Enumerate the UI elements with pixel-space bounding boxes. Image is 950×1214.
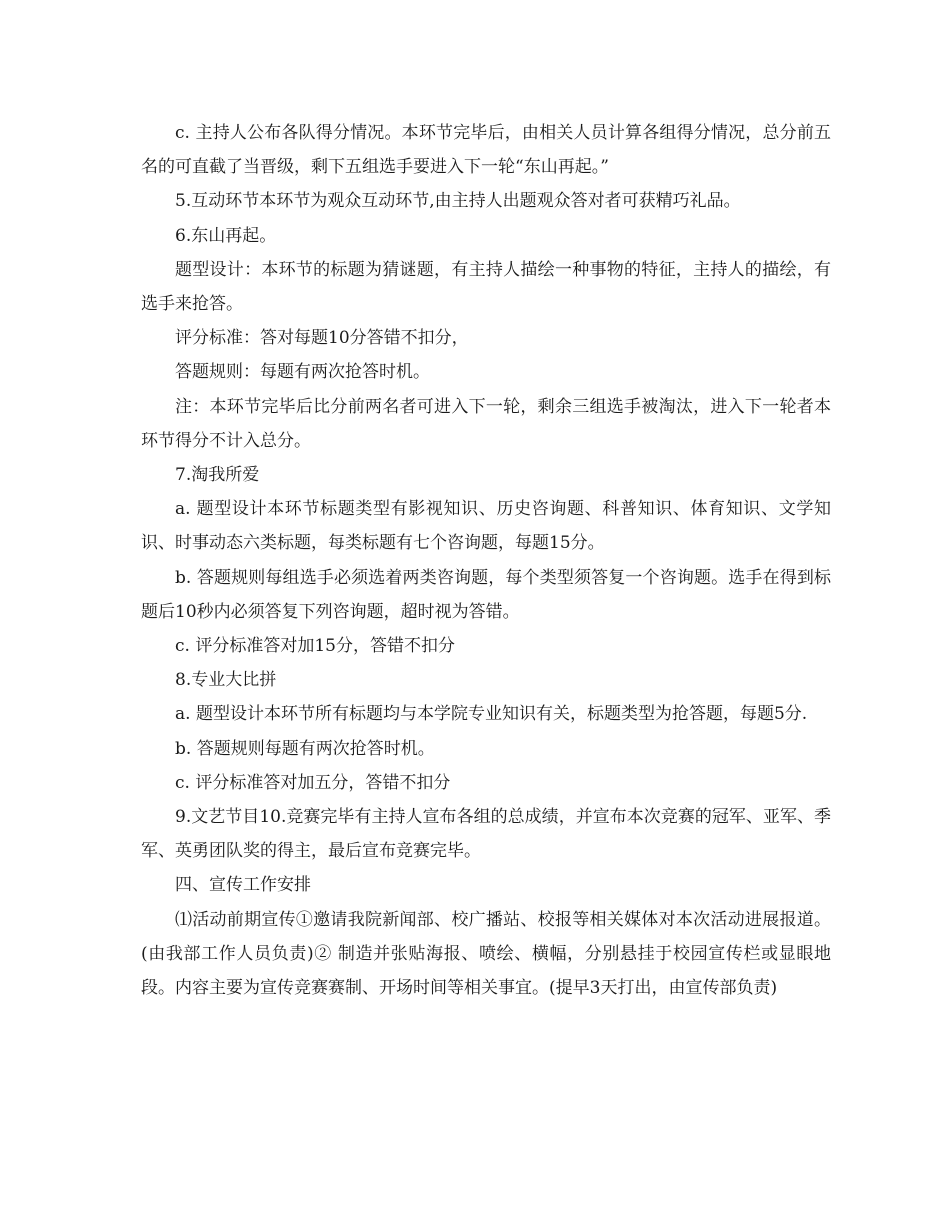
paragraph-professional-scoring: c. 评分标准答对加五分，答错不扣分 bbox=[175, 772, 451, 793]
paragraph-professional-design: a. 题型设计本环节所有标题均与本学院专业知识有关，标题类型为抢答题，每题5分. bbox=[175, 704, 808, 725]
heading-my-favorite-round: 7.淘我所爱 bbox=[175, 465, 260, 486]
paragraph-scoring-announcement: c. 主持人公布各队得分情况。本环节完毕后，由相关人员计算各组得分情况，总分前五名的可直截了当晋级，剩下五组选手要进入下一轮“东山再起。” bbox=[141, 123, 831, 178]
paragraph-favorite-scoring: c. 评分标准答对加15分，答错不扣分 bbox=[175, 636, 455, 657]
paragraph-note: 注：本环节完毕后比分前两名者可进入下一轮，剩余三组选手被淘汰，进入下一轮者本环节得分不计入总分。 bbox=[141, 396, 831, 451]
paragraph-closing-ceremony: 9.文艺节目10.竞赛完毕有主持人宣布各组的总成绩，并宣布本次竞赛的冠军、亚军、季军、英勇团队奖的得主，最后宣布竞赛完毕。 bbox=[141, 807, 831, 862]
paragraph-favorite-rules: b. 答题规则每组选手必须选着两类咨询题，每个类型须答复一个咨询题。选手在得到标题后10秒内必须答复下列咨询题，超时视为答错。 bbox=[141, 567, 831, 622]
paragraph-question-design: 题型设计：本环节的标题为猜谜题，有主持人描绘一种事物的特征，主持人的描绘，有选手来抢答。 bbox=[141, 259, 831, 315]
paragraph-interactive-segment: 5.互动环节本环节为观众互动环节,由主持人出题观众答对者可获精巧礼品。 bbox=[175, 191, 741, 212]
paragraph-answer-rules: 答题规则：每题有两次抢答时机。 bbox=[175, 362, 430, 383]
heading-professional-round: 8.专业大比拼 bbox=[175, 670, 277, 691]
paragraph-scoring-standard: 评分标准：答对每题10分答错不扣分， bbox=[175, 328, 469, 349]
paragraph-favorite-design: a. 题型设计本环节标题类型有影视知识、历史咨询题、科普知识、体育知识、文学知识、时事动态六类标题，每类标题有七个咨询题，每题15分。 bbox=[141, 499, 831, 554]
heading-comeback-round: 6.东山再起。 bbox=[175, 225, 277, 246]
heading-publicity-arrangement: 四、宣传工作安排 bbox=[175, 875, 311, 896]
paragraph-professional-rules: b. 答题规则每题有两次抢答时机。 bbox=[175, 738, 435, 759]
paragraph-publicity-details: ⑴活动前期宣传①邀请我院新闻部、校广播站、校报等相关媒体对本次活动进展报道。(由我部工作人员负责)② 制造并张贴海报、喷绘、横幅，分别悬挂于校园宣传栏或显眼地段。内容主要为宣传竞赛赛制、开场时间等相关事宜。(提早3天打出，由宣传部负责) bbox=[141, 909, 831, 999]
document-body bbox=[141, 116, 831, 1005]
